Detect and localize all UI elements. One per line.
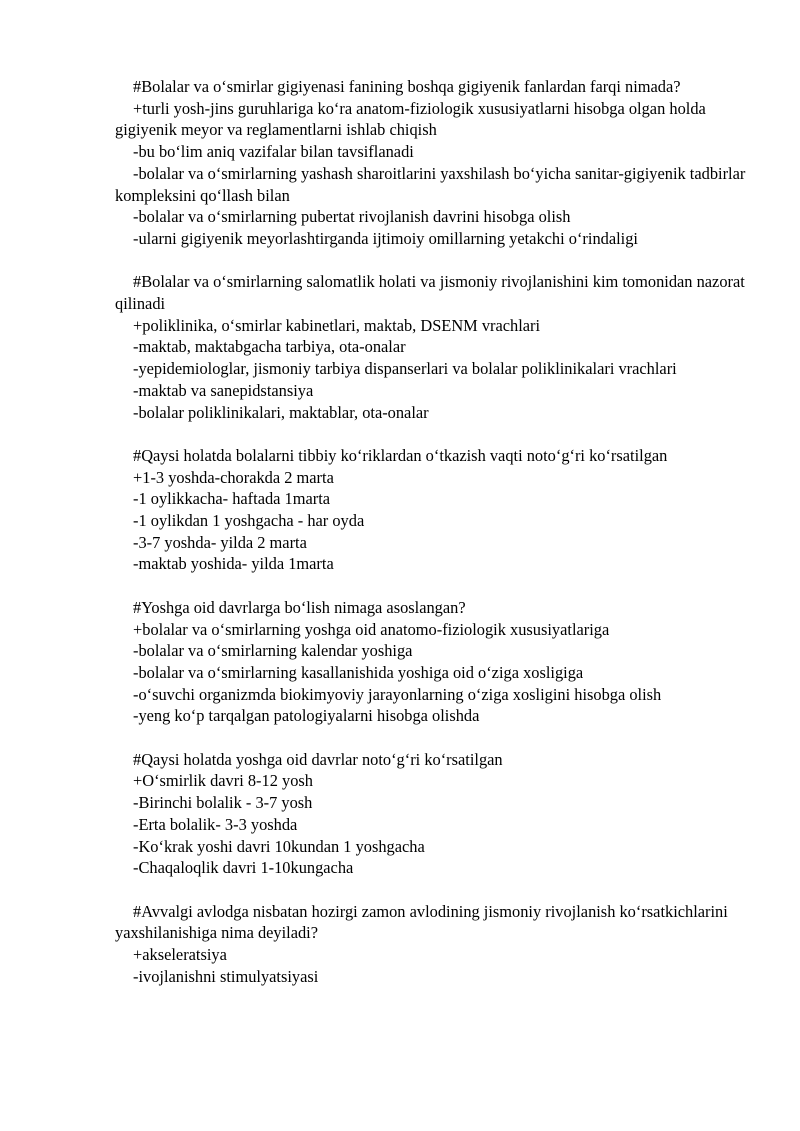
answer-option: -maktab, maktabgacha tarbiya, ota-onalar [133, 337, 406, 357]
question-text: #Avvalgi avlodga nisbatan hozirgi zamon avlodining jismoniy rivojlanish ko‘rsatkichlarini yaxshilanishiga nima deyiladi? [115, 901, 728, 943]
document-page [115, 76, 755, 987]
question-text: #Qaysi holatda bolalarni tibbiy ko‘riklardan o‘tkazish vaqti noto‘g‘ri ko‘rsatilgan [133, 445, 668, 465]
question-text: #Bolalar va o‘smirlarning salomatlik holati va jismoniy rivojlanishini kim tomonidan nazorat qilinadi [115, 272, 745, 314]
answer-option: +akseleratsiya [133, 945, 227, 965]
question-block [115, 597, 755, 727]
answer-option: -1 oylikkacha- haftada 1marta [133, 489, 331, 509]
answer-option: -bolalar va o‘smirlarning pubertat rivojlanish davrini hisobga olish [133, 207, 571, 227]
answer-option: -Ko‘krak yoshi davri 10kundan 1 yoshgacha [133, 836, 425, 856]
answer-option: -Chaqaloqlik davri 1-10kungacha [133, 858, 354, 878]
answer-option: -bolalar va o‘smirlarning yashash sharoitlarini yaxshilash bo‘yicha sanitar-gigiyenik tadbirlar kompleksini qo‘llash bilan [115, 163, 746, 205]
answer-option: -ularni gigiyenik meyorlashtirganda ijtimoiy omillarning yetakchi o‘rindaligi [133, 228, 638, 248]
answer-option: -maktab yoshida- yilda 1marta [133, 554, 334, 574]
question-block [115, 445, 755, 575]
answer-option: +turli yosh-jins guruhlariga ko‘ra anatom-fiziologik xususiyatlarni hisobga olgan holda gigiyenik meyor va reglamentlarni ishlab chiqish [115, 98, 706, 140]
answer-option: +bolalar va o‘smirlarning yoshga oid anatomo-fiziologik xususiyatlariga [133, 619, 610, 639]
question-text: #Qaysi holatda yoshga oid davrlar noto‘g‘ri ko‘rsatilgan [133, 749, 503, 769]
answer-option: -yeng ko‘p tarqalgan patologiyalarni hisobga olishda [133, 706, 480, 726]
question-block [115, 271, 755, 423]
answer-option: -bolalar va o‘smirlarning kasallanishida yoshiga oid o‘ziga xosligiga [133, 662, 584, 682]
answer-option: +1-3 yoshda-chorakda 2 marta [133, 467, 334, 487]
answer-option: +O‘smirlik davri 8-12 yosh [133, 771, 313, 791]
answer-option: -1 oylikdan 1 yoshgacha - har oyda [133, 511, 365, 531]
answer-option: -o‘suvchi organizmda biokimyoviy jarayonlarning o‘ziga xosligini hisobga olish [133, 684, 662, 704]
answer-option: -bolalar va o‘smirlarning kalendar yoshiga [133, 641, 413, 661]
question-text: #Yoshga oid davrlarga bo‘lish nimaga asoslangan? [133, 597, 466, 617]
answer-option: -maktab va sanepidstansiya [133, 380, 314, 400]
answer-option: -Erta bolalik- 3-3 yoshda [133, 814, 298, 834]
question-block [115, 901, 755, 988]
question-text: #Bolalar va o‘smirlar gigiyenasi fanining boshqa gigiyenik fanlardan farqi nimada? [133, 77, 681, 96]
answer-option: -bu bo‘lim aniq vazifalar bilan tavsiflanadi [133, 142, 414, 162]
answer-option: -bolalar poliklinikalari, maktablar, ota-onalar [133, 402, 429, 422]
answer-option: -3-7 yoshda- yilda 2 marta [133, 532, 307, 552]
question-block [115, 76, 755, 250]
answer-option: -Birinchi bolalik - 3-7 yosh [133, 793, 313, 813]
answer-option: +poliklinika, o‘smirlar kabinetlari, maktab, DSENM vrachlari [133, 315, 541, 335]
question-block [115, 749, 755, 879]
answer-option: -ivojlanishni stimulyatsiyasi [133, 966, 319, 986]
answer-option: -yepidemiologlar, jismoniy tarbiya dispanserlari va bolalar poliklinikalari vrachlari [133, 359, 677, 379]
